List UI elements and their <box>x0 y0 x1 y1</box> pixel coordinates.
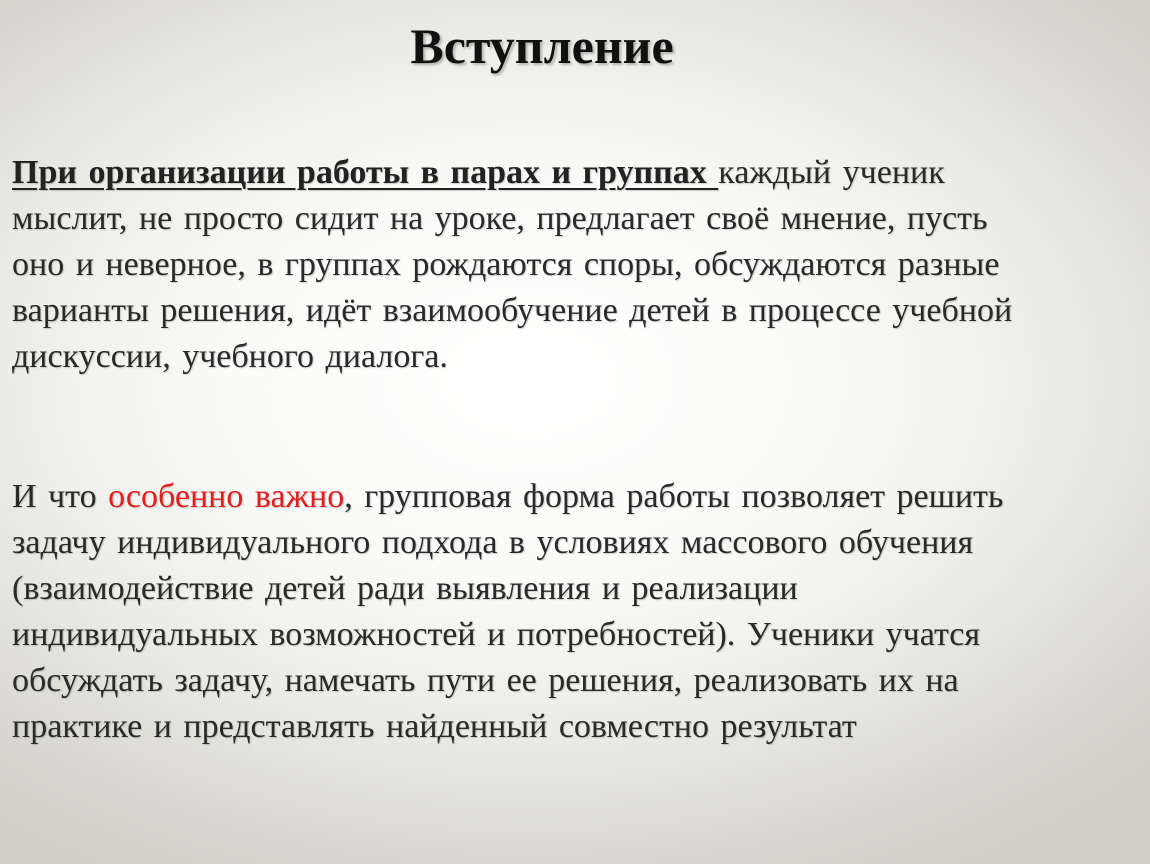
paragraph-importance-line-1 <box>12 474 1122 520</box>
lead-phrase: При организации работы в парах и группах <box>12 154 719 191</box>
paragraph-importance-end: , групповая форма работы позволяет решить <box>344 478 1004 515</box>
paragraph-intro-line-3: оно и неверное, в группах рождаются споры, обсуждаются разные <box>12 246 1000 283</box>
paragraph-importance <box>12 474 1122 750</box>
paragraph-intro-line-1-rest: каждый ученик <box>718 154 945 191</box>
paragraph-importance-line-5: обсуждать задачу, намечать пути ее решения, реализовать их на <box>12 662 959 699</box>
paragraph-intro-line-1 <box>12 150 1122 196</box>
paragraph-importance-line-4: индивидуальных возможностей и потребностей). Ученики учатся <box>12 616 980 653</box>
paragraph-importance-start: И что <box>12 478 109 515</box>
paragraph-intro-line-2: мыслит, не просто сидит на уроке, предлагает своё мнение, пусть <box>12 200 988 237</box>
highlight-phrase: особенно важно <box>108 478 345 515</box>
paragraph-importance-line-2: задачу индивидуального подхода в условиях массового обучения <box>12 524 974 561</box>
paragraph-importance-line-3: (взаимодействие детей ради выявления и реализации <box>12 570 798 607</box>
paragraph-intro-line-5: дискуссии, учебного диалога. <box>12 338 448 375</box>
paragraph-intro <box>12 150 1122 380</box>
paragraph-intro-line-4: варианты решения, идёт взаимообучение детей в процессе учебной <box>12 292 1013 329</box>
slide-title: Вступление <box>410 18 674 74</box>
paragraph-importance-line-6: практике и представлять найденный совместно результат <box>12 708 857 745</box>
